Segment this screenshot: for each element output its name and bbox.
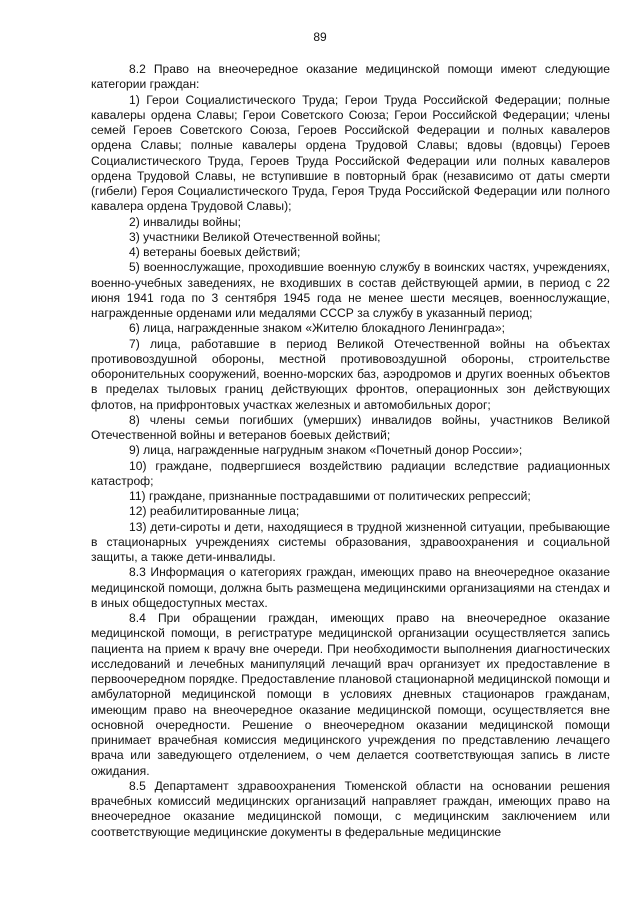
list-item-4: 4) ветераны боевых действий; — [129, 245, 301, 259]
document-body — [91, 62, 610, 840]
list-item-1: 1) Герои Социалистического Труда; Герои Труда Российской Федерации; полные кавалеры ордена Славы; Герои Советского Союза; Герои Российской Федерации; члены семей Героев Советского Союза, Героев Российской Федерации и полных кавалеров ордена Славы; полные кавалеры ордена Трудовой Славы; вдовы (вдовцы) Героев Социалистического Труда, Героев Труда Российской Федерации или полных кавалеров ордена Трудовой Славы, не вступившие в повторный брак (независимо от даты смерти (гибели) Героя Социалистического Труда, Героя Труда Российской Федерации или полного кавалера ордена Трудовой Славы); — [91, 92, 610, 214]
list-item-3: 3) участники Великой Отечественной войны; — [129, 229, 381, 244]
list-item-5: 5) военнослужащие, проходившие военную службу в воинских частях, учреждениях, военно-учебных заведениях, не входивших в состав действующей армии, в период с 22 июня 1941 года по 3 сентября 1945 года не менее шести месяцев, военнослужащие, награжденные орденами или медалями СССР за службу в указанный период; — [91, 260, 610, 320]
list-item-12: 12) реабилитированные лица; — [129, 504, 300, 519]
list-item-10: 10) граждане, подвергшиеся воздействию радиации вследствие радиационных катастроф; — [91, 458, 610, 488]
page-number: 89 — [313, 30, 327, 44]
list-item-13: 13) дети-сироты и дети, находящиеся в трудной жизненной ситуации, пребывающие в стационарных учреждениях системы образования, здравоохранения и социальной защиты, а также дети-инвалиды. — [91, 519, 610, 564]
list-item-9: 9) лица, награжденные нагрудным знаком «Почетный донор России»; — [129, 443, 523, 458]
list-item-6: 6) лица, награжденные знаком «Жителю блокадного Ленинграда»; — [129, 321, 505, 336]
list-item-2: 2) инвалиды войны; — [129, 214, 241, 229]
list-item-11: 11) граждане, признанные пострадавшими от политических репрессий; — [129, 489, 531, 503]
paragraph-8-3: 8.3 Информация о категориях граждан, имеющих право на внеочередное оказание медицинской помощи, должна быть размещена медицинскими организациями на стендах и в иных общедоступных местах. — [91, 565, 610, 610]
paragraph-8-5: 8.5 Департамент здравоохранения Тюменской области на основании решения врачебных комиссий медицинских организаций направляет граждан, имеющих право на внеочередное оказание медицинской помощи, с медицинским заключением или соответствующие медицинские документы в федеральные медицинские — [91, 778, 610, 839]
paragraph-8-2: 8.2 Право на внеочередное оказание медицинской помощи имеют следующие категории граждан: — [91, 62, 610, 92]
paragraph-8-4: 8.4 При обращении граждан, имеющих право на внеочередное оказание медицинской помощи, в регистратуре медицинской организации осуществляется запись пациента на прием к врачу вне очереди. При необходимости выполнения диагностических исследований и лечебных манипуляций лечащий врач организует их предоставление в первоочередном порядке. Предоставление плановой стационарной медицинской помощи и амбулаторной медицинской помощи в условиях дневных стационаров гражданам, имеющим право на внеочередное оказание медицинской помощи, осуществляется вне основной очередности. Решение о внеочередном оказании медицинской помощи принимает врачебная комиссия медицинского учреждения по представлению лечащего врача или заведующего отделением, о чем делается соответствующая запись в листе ожидания. — [91, 611, 610, 778]
list-item-7: 7) лица, работавшие в период Великой Отечественной войны на объектах противовоздушной обороны, местной противовоздушной обороны, строительстве оборонительных сооружений, военно-морских баз, аэродромов и других военных объектов в пределах тыловых границ действующих фронтов, операционных зон действующих флотов, на прифронтовых участках железных и автомобильных дорог; — [91, 336, 610, 412]
list-item-8: 8) члены семьи погибших (умерших) инвалидов войны, участников Великой Отечественной войны и ветеранов боевых действий; — [91, 412, 610, 442]
